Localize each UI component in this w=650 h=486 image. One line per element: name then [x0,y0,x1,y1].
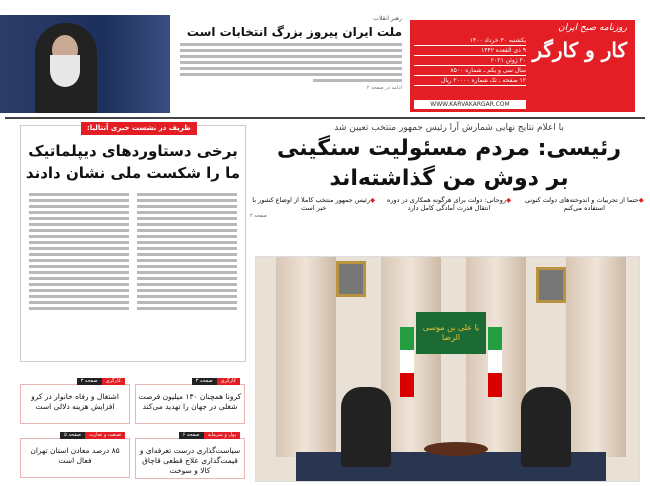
zarif-headline[interactable]: برخی دستاوردهای دیپلماتیک ما را شکست ملی نشان دادند [25,142,241,182]
news-box[interactable] [135,432,245,479]
category-label: صنعت و تجارت [85,432,125,439]
main-kicker: با اعلام نتایج نهایی شمارش آرا رئیس جمهور منتخب تعیین شد [334,123,564,133]
news-box[interactable] [135,378,245,424]
page-label: صفحه ۶ [179,432,204,439]
box-headline: ۸۵ درصد معادن استان تهران فعال است [30,446,120,465]
box-headline: کرونا همچنان ۱۳۰ میلیون فرصت شغلی در جهان را تهدید می‌کند [138,392,242,411]
leader-photo [0,15,170,113]
page-label: صفحه ۳ [77,378,102,385]
issue-number: سال سی و یکم ـ شماره ۸۵۰۰ [414,66,526,76]
leader-kicker: رهبر انقلاب [373,15,402,22]
bullet-icon: ◆ [370,196,376,204]
leader-story [180,15,402,92]
green-banner: یا علی بن موسی الرضا [416,312,486,354]
newspaper-logo: کار و کارگر [532,38,627,62]
zarif-story [20,125,246,362]
bullet-item: ◆رئیس جمهور منتخب کاملا از اوضاع کشور با خبر است [252,196,376,212]
masthead-tagline: روزنامه صبح ایران [558,23,627,33]
box-headline: اشتغال و رفاه خانوار در کرو افزایش هزینه دلالی است [31,392,119,411]
website-url[interactable]: WWW.KARVAKARGAR.COM [414,100,526,109]
page-ref: صفحه ۲ [250,213,267,219]
box-headline: سیاست‌گذاری درست تعرفه‌ای و قیمت‌گذاری علاج قطعی قاچاق کالا و سوخت [139,446,241,475]
leader-body [180,43,402,82]
category-label: پول و سرمایه [204,432,240,439]
leader-headline[interactable]: ملت ایران پیروز بزرگ انتخابات است [186,25,402,39]
issue-date: یکشنبه ۳۰ خرداد ۱۴۰۰ [414,36,526,46]
masthead [410,20,635,112]
category-label: کارگری [102,378,125,385]
issue-price: ۱۲ صفحه ـ تک شماره ۲۰۰۰۰ ریال [414,76,526,86]
category-label: کارگری [217,378,240,385]
issue-info [414,36,526,86]
zarif-label: ظریف در نشست خبری آنتالیا: [81,122,197,135]
issue-gregorian-date: ۲۰ ژوئن ۲۰۲۱ [414,56,526,66]
bullet-item: ◆روحانی: دولت برای هرگونه همکاری در دوره انتقال قدرت آمادگی کامل دارد [386,196,512,212]
bullet-icon: ◆ [638,196,644,204]
main-headline-line1[interactable]: رئیسی: مردم مسئولیت سنگینی [277,136,621,161]
main-headline-line2[interactable]: بر دوش من گذاشته‌اند [329,166,569,191]
issue-hijri-date: ۹ ذی القعده ۱۴۴۲ [414,46,526,56]
main-photo [255,256,640,482]
news-box[interactable] [20,378,130,424]
news-box[interactable] [20,432,130,478]
page-label: صفحه ۳ [192,378,217,385]
bullet-icon: ◆ [506,196,512,204]
divider [5,117,645,119]
continued-note: ادامه در صفحه ۲ [366,85,402,91]
main-story [250,122,648,220]
bullet-item: ◆حتما از تجربیات و اندوخته‌های دولت کنونی استفاده می‌کنم [524,196,644,212]
page-label: صفحه ۵ [60,432,85,439]
main-bullets [250,196,648,212]
